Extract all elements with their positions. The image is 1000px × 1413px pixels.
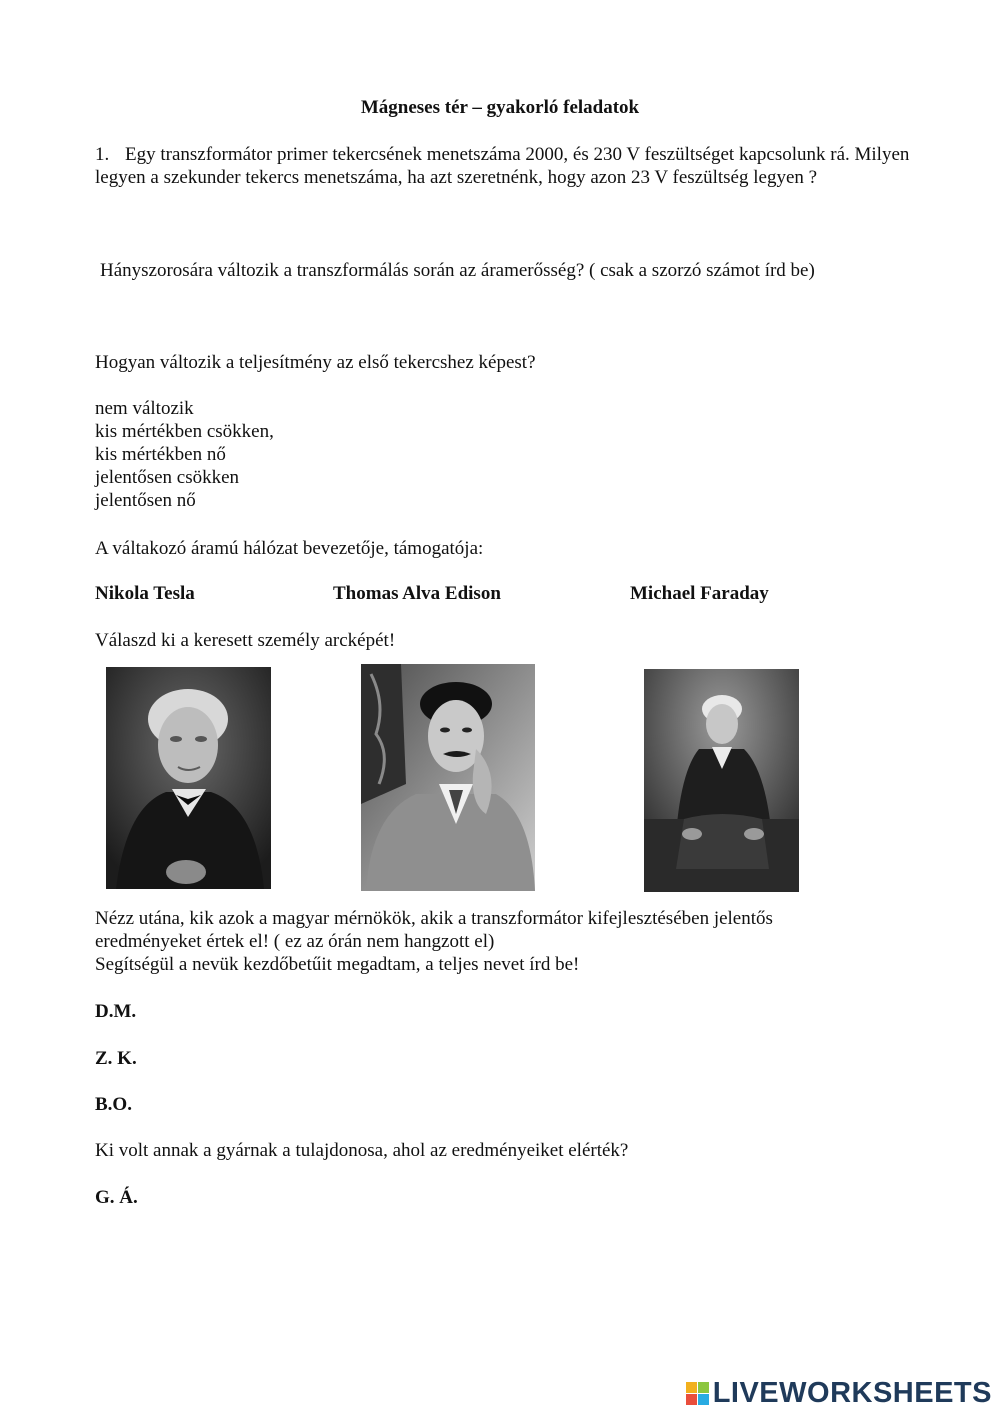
initials-bo: B.O.	[95, 1094, 132, 1115]
initials-zk: Z. K.	[95, 1048, 137, 1069]
logo-square-2	[698, 1382, 709, 1393]
question-3-options	[95, 397, 274, 512]
question-1	[95, 143, 925, 189]
portrait-tesla[interactable]	[361, 664, 535, 891]
option-kis-no[interactable]: kis mértékben nő	[95, 444, 226, 465]
question-1-text: Egy transzformátor primer tekercsének menetszáma 2000, és 230 V feszültséget kapcsolunk rá. Milyen legyen a szekunder tekercs menetszáma, ha azt szeretnénk, hogy azon 23 V feszültség legyen ?	[95, 144, 910, 188]
liveworksheets-logo	[686, 1378, 992, 1408]
initials-ga: G. Á.	[95, 1187, 138, 1208]
question-6	[95, 907, 925, 976]
logo-square-1	[686, 1382, 697, 1393]
option-kis-csokken[interactable]: kis mértékben csökken,	[95, 421, 274, 442]
question-4: A váltakozó áramú hálózat bevezetője, támogatója:	[95, 538, 484, 559]
question-6-line-1: Nézz utána, kik azok a magyar mérnökök, akik a transzformátor kifejlesztésében jelentős	[95, 908, 773, 929]
liveworksheets-logo-text: LIVEWORKSHEETS	[712, 1377, 992, 1409]
question-6-line-3: Segítségül a nevük kezdőbetűit megadtam, a teljes nevet írd be!	[95, 954, 580, 975]
option-jelentosen-csokken[interactable]: jelentősen csökken	[95, 467, 240, 488]
question-5: Válaszd ki a keresett személy arcképét!	[95, 630, 396, 651]
option-nem-valtozik[interactable]: nem változik	[95, 398, 194, 419]
question-7: Ki volt annak a gyárnak a tulajdonosa, ahol az eredményeiket elérték?	[95, 1140, 629, 1161]
question-2: Hányszorosára változik a transzformálás során az áramerősség? ( csak a szorzó számot írd be)	[100, 260, 815, 281]
page-title: Mágneses tér – gyakorló feladatok	[360, 97, 640, 118]
logo-square-3	[686, 1394, 697, 1405]
name-option-faraday[interactable]: Michael Faraday	[630, 583, 769, 604]
name-option-edison[interactable]: Thomas Alva Edison	[333, 583, 501, 604]
question-3: Hogyan változik a teljesítmény az első tekercshez képest?	[95, 352, 536, 373]
portrait-faraday[interactable]	[106, 667, 271, 889]
portrait-edison[interactable]	[644, 669, 799, 892]
question-1-number: 1.	[95, 144, 110, 165]
initials-dm: D.M.	[95, 1001, 137, 1022]
liveworksheets-logo-icon	[686, 1382, 709, 1405]
logo-square-4	[698, 1394, 709, 1405]
question-6-line-2: eredményeket értek el! ( ez az órán nem hangzott el)	[95, 931, 495, 952]
name-option-tesla[interactable]: Nikola Tesla	[95, 583, 195, 604]
option-jelentosen-no[interactable]: jelentősen nő	[95, 490, 196, 511]
